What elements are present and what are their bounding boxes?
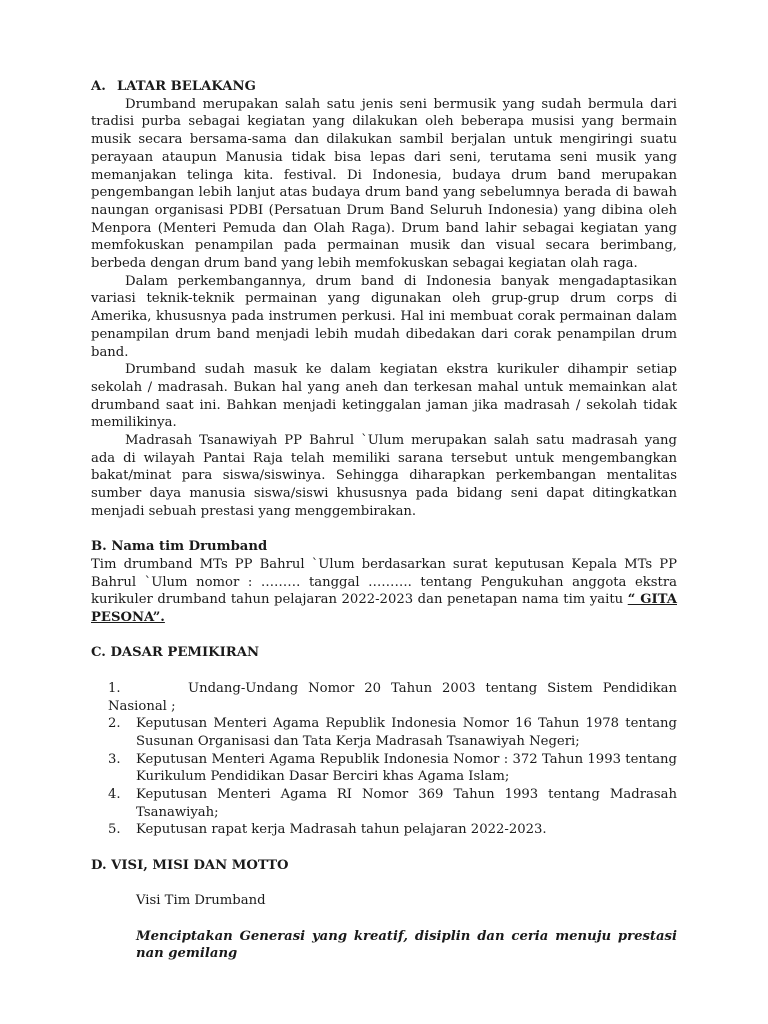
section-a-letter: A.: [91, 79, 106, 94]
list-item: [108, 786, 677, 821]
section-a-heading: [91, 78, 677, 96]
list-item: [108, 751, 677, 786]
list-item-text: Keputusan Menteri Agama Republik Indonesia Nomor : 372 Tahun 1993 tentang Kurikulum Pendidikan Dasar Berciri khas Agama Islam;: [136, 751, 677, 785]
list-item-text: Keputusan Menteri Agama Republik Indonesia Nomor 16 Tahun 1978 tentang Susunan Organisasi dan Tata Kerja Madrasah Tsanawiyah Negeri;: [136, 716, 677, 749]
paragraph: Drumband sudah masuk ke dalam kegiatan ekstra kurikuler dihampir setiap sekolah / madrasah. Bukan hal yang aneh dan terkesan mahal untuk memainkan alat drumband saat ini. Bahkan menjadi ketinggalan jaman jika madrasah / sekolah tidak memilikinya.: [91, 362, 677, 431]
list-item-text: Keputusan Menteri Agama RI Nomor 369 Tahun 1993 tentang Madrasah Tsanawiyah;: [136, 787, 677, 820]
section-d-heading: D. VISI, MISI DAN MOTTO: [91, 857, 289, 873]
section-b-heading: B. Nama tim Drumband: [91, 539, 268, 555]
legal-basis-list: [91, 680, 677, 839]
list-item-number: 2.: [108, 716, 121, 732]
spacer: [91, 839, 677, 857]
vision-block: [91, 892, 677, 963]
team-name: “ GITA PESONA”.: [91, 592, 677, 626]
section-b-text: Tim drumband MTs PP Bahrul `Ulum berdasarkan surat keputusan Kepala MTs PP Bahrul `Ulum nomor : ……… tanggal ………. tentang Pengukuhan anggota ekstra kurikuler drumband tahun pelajaran 2022-2023 dan penetapan nama tim yaitu: [91, 556, 677, 608]
list-item-number: 4.: [108, 787, 121, 803]
section-c-heading: C. DASAR PEMIKIRAN: [91, 645, 260, 661]
vision-statement: Menciptakan Generasi yang kreatif, disiplin dan ceria menuju prestasi nan gemilang: [136, 928, 677, 962]
section-b-paragraph: [91, 556, 677, 627]
list-item-text: Undang-Undang Nomor 20 Tahun 2003 tentang Sistem Pendidikan Nasional ;: [108, 680, 677, 714]
paragraph: Dalam perkembangannya, drum band di Indonesia banyak mengadaptasikan variasi teknik-teknik permainan yang digunakan oleh grup-grup drum corps di Amerika, khususnya pada instrumen perkusi. Hal ini membuat corak permainan dalam penampilan drum band menjadi lebih mudah dibedakan dari corak penampilan drum band.: [91, 273, 677, 360]
spacer: [91, 627, 677, 645]
vision-subtitle: Visi Tim Drumband: [136, 893, 266, 909]
list-item-text: Keputusan rapat kerja Madrasah tahun pelajaran 2022-2023.: [136, 822, 547, 838]
spacer: [91, 875, 677, 893]
list-item: [108, 680, 677, 715]
paragraph: Drumband merupakan salah satu jenis seni bermusik yang sudah bermula dari tradisi purba sebagai kegiatan yang dilakukan oleh beberapa musisi yang bermain musik secara bersama-sama dan dilakukan sambil berjalan untuk mengiringi suatu perayaan ataupun Manusia tidak bisa lepas dari seni, terutama seni musik yang memanjakan telinga kita. festival. Di Indonesia, budaya drum band merupakan pengembangan lebih lanjut atas budaya drum band yang sebelumnya berada di bawah naungan organisasi PDBI (Persatuan Drum Band Seluruh Indonesia) yang dibina oleh Menpora (Menteri Pemuda dan Olah Raga). Drum band lahir sebagai kegiatan yang memfokuskan penampilan pada permainan musik dan visual secara berimbang, berbeda dengan drum band yang lebih memfokuskan sebagai kegiatan olah raga.: [91, 96, 677, 272]
list-item: [108, 821, 677, 839]
spacer: [91, 662, 677, 680]
paragraph: Madrasah Tsanawiyah PP Bahrul `Ulum merupakan salah satu madrasah yang ada di wilayah Pantai Raja telah memiliki sarana tersebut untuk mengembangkan bakat/minat para siswa/siswinya. Sehingga diharapkan perkembangan mentalitas sumber daya manusia siswa/siswi khususnya pada bidang seni dapat ditingkatkan menjadi sebuah prestasi yang menggembirakan.: [91, 433, 677, 519]
list-item-number: 5.: [108, 822, 121, 838]
list-item-number: 1.: [108, 680, 121, 696]
section-a-title: LATAR BELAKANG: [117, 79, 256, 94]
list-item: [108, 715, 677, 750]
spacer: [91, 521, 677, 539]
list-item-number: 3.: [108, 751, 121, 767]
spacer: [136, 910, 677, 928]
